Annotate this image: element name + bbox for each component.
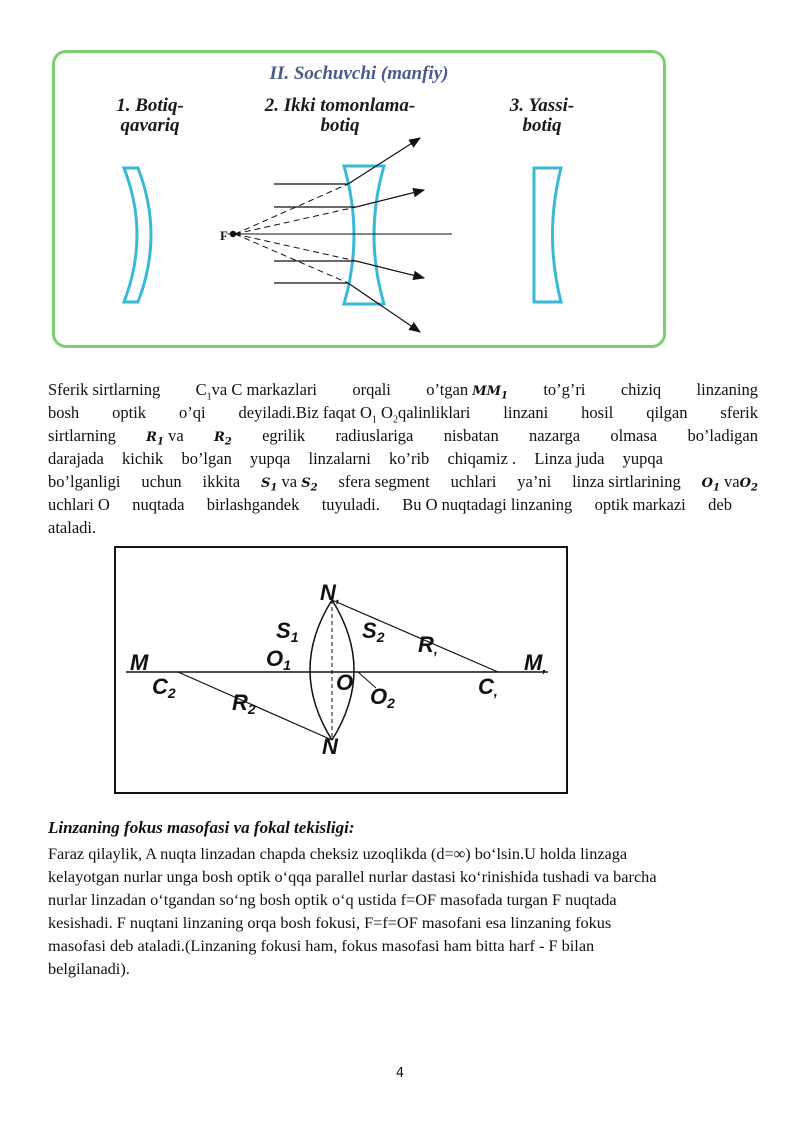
label-R2: R2	[232, 690, 256, 717]
lens-diagram	[52, 50, 666, 348]
text-line: sirtlarning $R_1$ va $R_2$ egrilik radiuslariga nisbatan nazarga olmasa bo’ladigan	[48, 426, 758, 448]
text-line: Faraz qilaylik, A nuqta linzadan chapda cheksiz uzoqlikda (d=∞) bo‘lsin.U holda linzaga	[48, 844, 628, 863]
text-line: uchlari O nuqtada birlashgandek tuyuladi. Bu O nuqtadagi linzaning optik markazi deb	[48, 495, 732, 514]
paragraph-optical-axis	[48, 378, 758, 539]
label-C2: C2	[152, 674, 176, 701]
page-number: 4	[395, 1066, 405, 1081]
label-S1: S1	[276, 618, 299, 645]
label-R1: R,	[418, 632, 438, 657]
label-O1: O1	[266, 646, 291, 673]
text-line: nurlar linzadan o‘tgandan so‘ng bosh optik o‘q ustida f=OF masofada turgan F nuqtada	[48, 890, 617, 909]
text-line: belgilanadi).	[48, 959, 130, 978]
text-line: darajada kichik bo’lgan yupqa linzalarni ko’rib chiqamiz . Linza juda yupqa	[48, 449, 663, 468]
thin-lens-diagram	[116, 548, 566, 792]
label-M1: M,	[524, 650, 547, 675]
section-heading: Linzaning fokus masofasi va fokal tekisligi:	[48, 818, 355, 837]
lens-label-concave-convex: 1. Botiq- qavariq	[116, 95, 184, 136]
text-line: bosh optik o’qi deyiladi.Biz faqat $O_1$ $O_2qalinliklari$ linzani hosil qilgan sferik	[48, 403, 758, 426]
text-line: kesishadi. F nuqtani linzaning orqa bosh fokusi, F=f=OF masofani esa linzaning fokus	[48, 913, 612, 932]
text-line: kelayotgan nurlar unga bosh optik o‘qqa parallel nurlar dastasi ko‘rinishida tushadi va barcha	[48, 867, 657, 886]
label-O: O	[336, 670, 354, 695]
figure-thin-lens-geometry	[114, 546, 568, 794]
label-O2: O2	[370, 684, 395, 711]
text-line: masofasi deb ataladi.(Linzaning fokusi ham, fokus masofasi ham bitta harf - F bilan	[48, 936, 595, 955]
label-M: M	[130, 650, 149, 675]
lens-label-plano-concave: 3. Yassi- botiq	[509, 95, 575, 136]
label-C1: C,	[478, 674, 498, 699]
biconcave-lens	[344, 166, 384, 304]
text-line: ataladi.	[48, 518, 97, 537]
figure-diverging-lenses	[52, 50, 666, 348]
label-S2: S2	[362, 618, 385, 645]
concave-convex-lens	[124, 168, 151, 302]
text-line: bo’lganligi uchun ikkita $S_1$ va $S_2$ sfera segment uchlari ya’ni linza sirtlarining $O_1$ vaO$_2$	[48, 472, 758, 494]
plano-concave-lens	[534, 168, 561, 302]
lens-label-biconcave: 2. Ikki tomonlama- botiq	[264, 95, 416, 136]
text-line: Sferik sirtlarning $C_1va$ C markazlari orqali o’tgan $MM_1$ to’g’ri chiziq linzaning	[48, 380, 758, 403]
paragraph-focal-length	[48, 842, 758, 980]
label-N: N	[322, 734, 338, 759]
lens-outline-left	[310, 600, 332, 740]
radius-r1	[332, 600, 498, 672]
figure-title: II. Sochuvchi (manfiy)	[269, 63, 449, 84]
label-N1: N,	[320, 580, 340, 605]
focus-label: F	[220, 228, 228, 243]
